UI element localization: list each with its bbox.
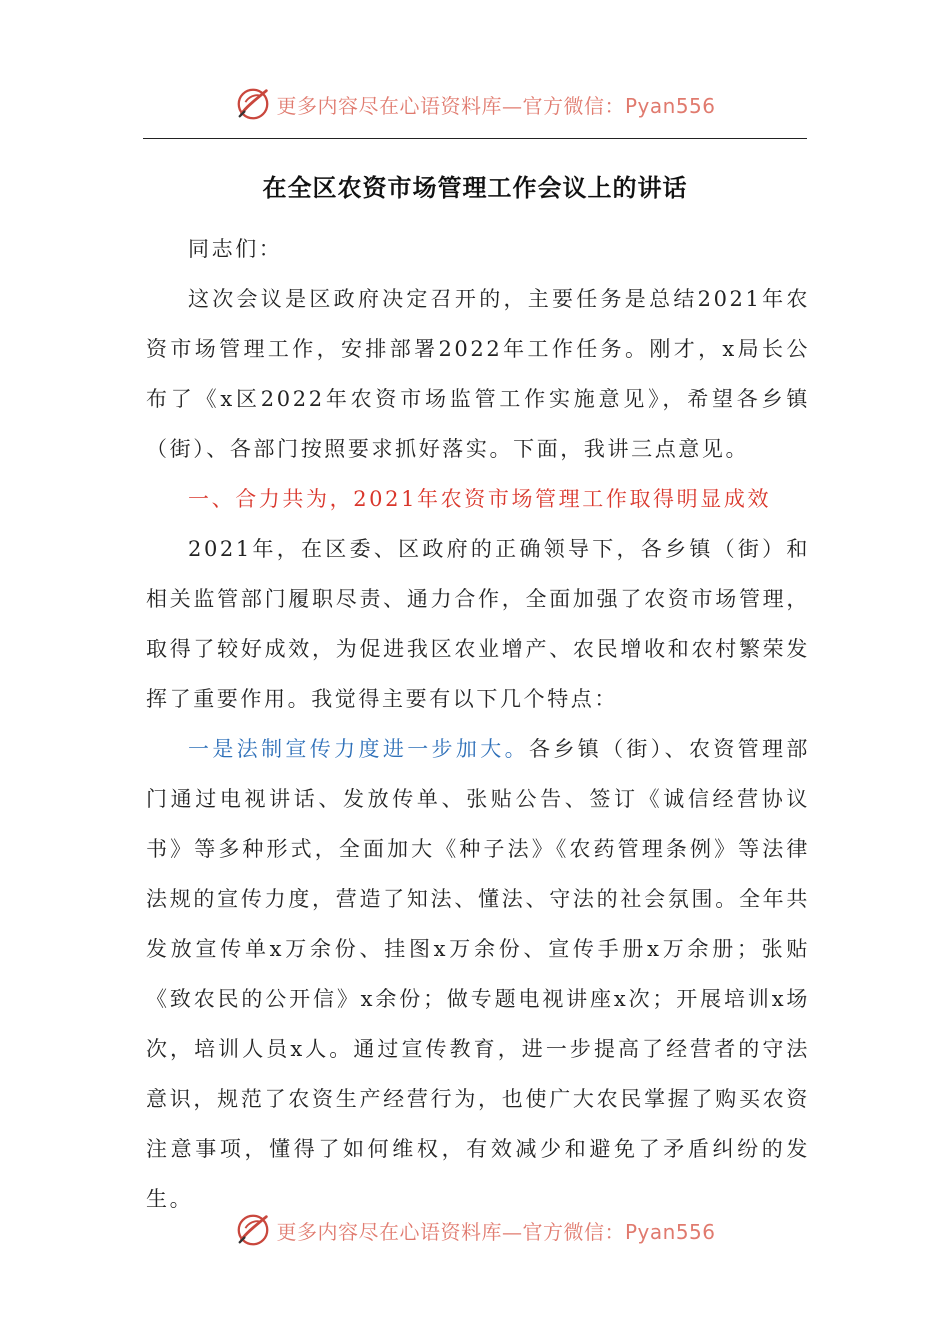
- section-heading: 一、合力共为，2021年农资市场管理工作取得明显成效: [188, 487, 772, 511]
- header-banner-text: 更多内容尽在心语资料库—官方微信：Pyan556: [276, 93, 716, 118]
- intro-paragraph: 这次会议是区政府决定召开的，主要任务是总结2021年农资市场管理工作，安排部署2022年工作任务。刚才，x局长公布了《x区2022年农资市场监管工作实施意见》，希望各乡镇（街）、各部门按照要求抓好落实。下面，我讲三点意见。: [146, 287, 810, 461]
- salutation: 同志们：: [188, 237, 283, 261]
- document-title: 在全区农资市场管理工作会议上的讲话: [262, 173, 688, 202]
- header-banner: [0, 82, 950, 126]
- point-body: 各乡镇（街）、农资管理部门通过电视讲话、发放传单、张贴公告、签订《诚信经营协议书》等多种形式，全面加大《种子法》《农药管理条例》等法律法规的宣传力度，营造了知法、懂法、守法的社会氛围。全年共发放宣传单x万余份、挂图x万余份、宣传手册x万余册；张贴《致农民的公开信》x余份；做专题电视讲座x次；开展培训x场次，培训人员x人。通过宣传教育，进一步提高了经营者的守法意识，规范了农资生产经营行为，也使广大农民掌握了购买农资注意事项，懂得了如何维权，有效减少和避免了矛盾纠纷的发生。: [146, 737, 810, 1211]
- document-body: [146, 224, 810, 1224]
- header-divider: [143, 138, 807, 139]
- footer-banner: [0, 1208, 950, 1252]
- point-lead: 一是法制宣传力度进一步加大。: [188, 737, 529, 761]
- pen-logo-icon: [234, 85, 272, 123]
- section-paragraph: 2021年，在区委、区政府的正确领导下，各乡镇（街）和相关监管部门履职尽责、通力合作，全面加强了农资市场管理，取得了较好成效，为促进我区农业增产、农民增收和农村繁荣发挥了重要作用。我觉得主要有以下几个特点：: [146, 537, 810, 711]
- footer-banner-text: 更多内容尽在心语资料库—官方微信：Pyan556: [276, 1219, 716, 1244]
- point-paragraph: [146, 724, 810, 1224]
- pen-logo-icon: [234, 1211, 272, 1249]
